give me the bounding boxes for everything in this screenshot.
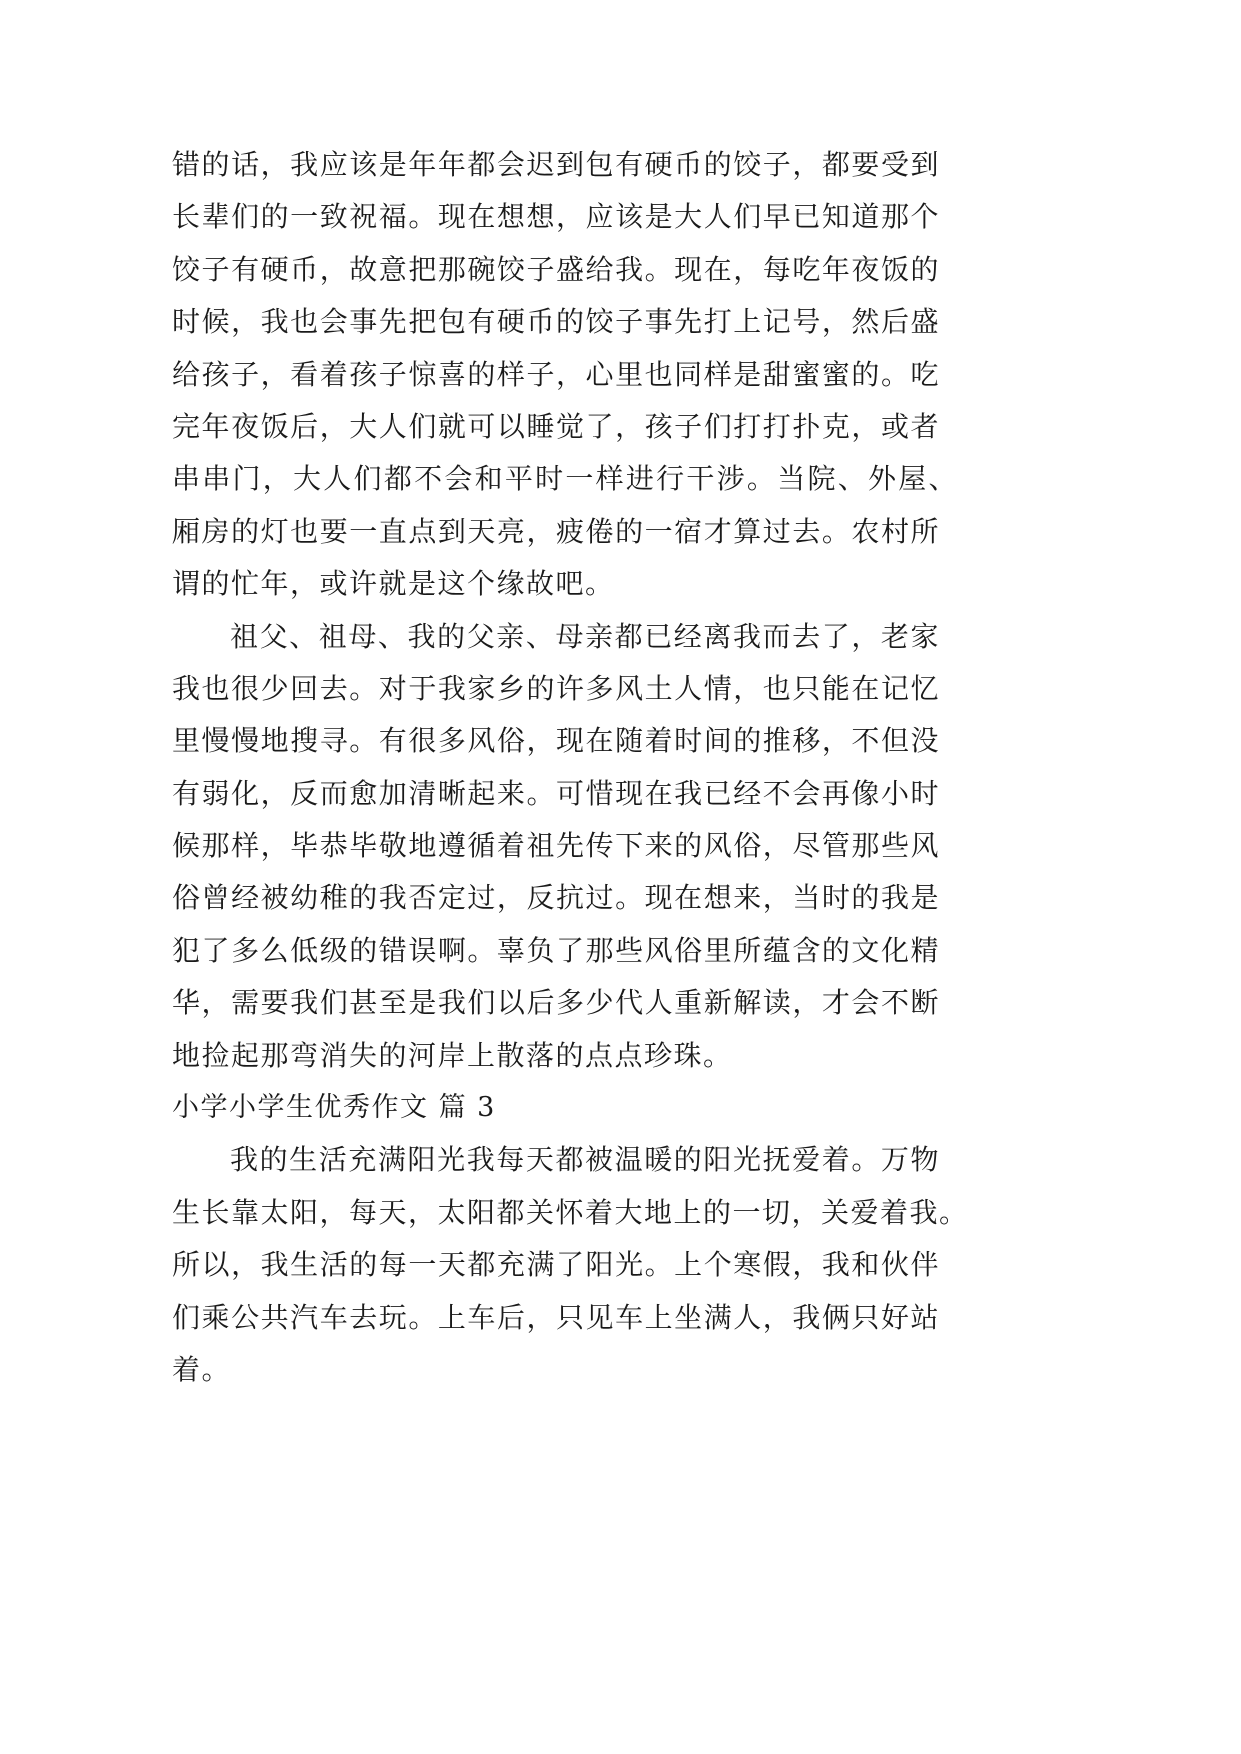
paragraph <box>172 611 940 1083</box>
text-line: 谓的忙年，或许就是这个缘故吧。 <box>172 567 615 601</box>
text-line: 里慢慢地搜寻。有很多风俗，现在随着时间的推移，不但没 <box>172 724 940 758</box>
text-line: 有弱化，反而愈加清晰起来。可惜现在我已经不会再像小时 <box>172 776 940 810</box>
text-line: 错的话，我应该是年年都会迟到包有硬币的饺子，都要受到 <box>172 148 940 181</box>
text-line: 们乘公共汽车去玩。上车后，只见车上坐满人，我俩只好站 <box>172 1300 940 1334</box>
text-line: 华，需要我们甚至是我们以后多少代人重新解读，才会不断 <box>172 986 940 1020</box>
paragraph <box>172 1134 969 1396</box>
text-line: 候那样，毕恭毕敬地遵循着祖先传下来的风俗，尽管那些风 <box>172 829 940 863</box>
paragraph <box>172 139 958 611</box>
section-heading: 小学小学生优秀作文 篇 3 <box>172 1092 496 1124</box>
text-line: 俗曾经被幼稚的我否定过，反抗过。现在想来，当时的我是 <box>172 881 940 915</box>
text-line: 完年夜饭后，大人们就可以睡觉了，孩子们打打扑克，或者 <box>172 409 940 443</box>
text-line: 给孩子，看着孩子惊喜的样子，心里也同样是甜蜜蜜的。吃 <box>172 357 940 391</box>
text-line: 祖父、祖母、我的父亲、母亲都已经离我而去了，老家 <box>230 619 940 653</box>
text-line: 我也很少回去。对于我家乡的许多风土人情，也只能在记忆 <box>172 671 940 705</box>
text-line: 厢房的灯也要一直点到天亮，疲倦的一宿才算过去。农村所 <box>172 514 940 548</box>
text-line: 所以，我生活的每一天都充满了阳光。上个寒假，我和伙伴 <box>172 1248 940 1282</box>
text-line: 串串门，大人们都不会和平时一样进行干涉。当院、外屋、 <box>172 462 958 496</box>
text-column <box>172 139 969 1396</box>
text-line: 时候，我也会事先把包有硬币的饺子事先打上记号，然后盛 <box>172 305 940 339</box>
text-line: 着。 <box>172 1352 232 1386</box>
text-line: 地捡起那弯消失的河岸上散落的点点珍珠。 <box>172 1038 733 1072</box>
text-line: 饺子有硬币，故意把那碗饺子盛给我。现在，每吃年夜饭的 <box>172 252 940 286</box>
text-line: 犯了多么低级的错误啊。辜负了那些风俗里所蕴含的文化精 <box>172 933 940 967</box>
text-line: 生长靠太阳，每天，太阳都关怀着大地上的一切，关爱着我。 <box>172 1195 969 1229</box>
text-line: 我的生活充满阳光我每天都被温暖的阳光抚爱着。万物 <box>230 1143 940 1177</box>
text-line: 长辈们的一致祝福。现在想想，应该是大人们早已知道那个 <box>172 200 940 234</box>
